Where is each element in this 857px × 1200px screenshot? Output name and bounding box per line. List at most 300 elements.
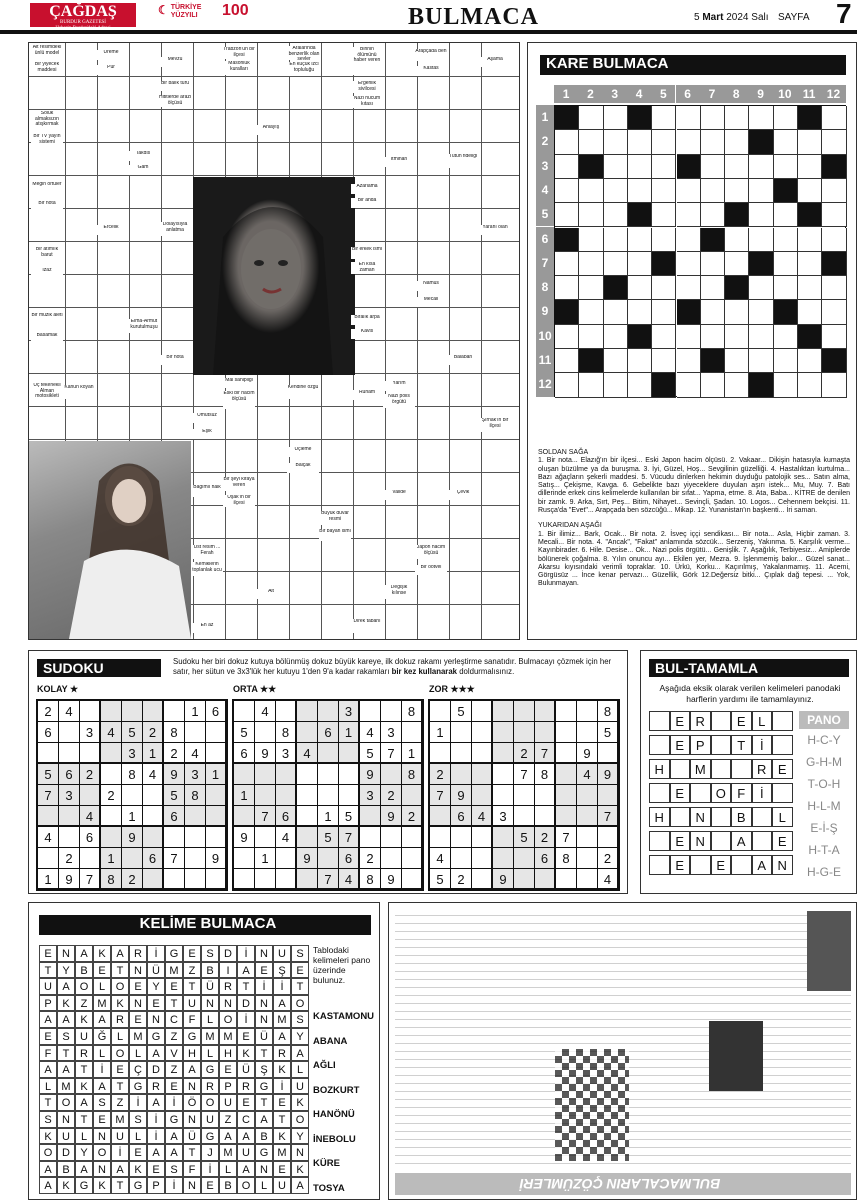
kare-cell bbox=[725, 179, 749, 203]
pano-item: H-L-M bbox=[807, 799, 841, 813]
kare-cell bbox=[749, 276, 773, 300]
bultamamla-cell bbox=[711, 807, 732, 827]
sudoku-cell bbox=[318, 764, 339, 785]
kare-black-cell bbox=[774, 300, 798, 324]
sudoku-cell bbox=[206, 827, 227, 848]
page-number: 7 bbox=[836, 0, 852, 29]
kelime-cell: N bbox=[255, 1011, 273, 1028]
kare-cell bbox=[555, 155, 579, 179]
kelime-cell: K bbox=[75, 1011, 93, 1028]
kelime-cell: A bbox=[237, 1128, 255, 1145]
crossword-clue: Uşak'ın bir ilçesi bbox=[223, 495, 255, 507]
pano-item: H-T-A bbox=[808, 843, 840, 857]
sudoku-cell: 1 bbox=[430, 722, 451, 743]
yukaridan-clues: 1. Bir ilimiz... Bark, Ocak... Bir nota. 2. İsveç iççi sendikası... Bir nota... Asla, Hiçbir zaman. 3. Mecali... Bir nota. 4. "Ancak", "Fakat" anlamında sözcük... Serzeniş, Yakınma. 5. Karşılık verme... Kayınbirader. 6. Hile. Desise... Ok... Nazi polis örgütü... Genişlik. 7. Aşağılık, Terbiyesiz... Amiplerde bölünerek çoğalma. 8. Yılın onuncu ayı... Ekilen yer, Mezra. 9. İşlenmemiş bakır... Güzel sanat... Akarsu kıyısındaki verimli topraklar. 10. Ürkü, Korku... Kaçırılmış, Yakalanmamış. 11. Acemi, Görgüsüz ... İnce kenar pervazı... Güzellik, Görk 12.Değersiz bitki... Çıplak dağ tepesi. ... Yok, Bulunmayan. bbox=[538, 530, 850, 588]
bultamamla-cell bbox=[670, 807, 691, 827]
sudoku-cell: 8 bbox=[101, 869, 122, 890]
sudoku-cell bbox=[577, 785, 598, 806]
kelime-cell: E bbox=[219, 1061, 237, 1078]
bultamamla-cell: R bbox=[752, 759, 773, 779]
kare-cell bbox=[628, 228, 652, 252]
sudoku-cell: 7 bbox=[430, 785, 451, 806]
sudoku-cell: 6 bbox=[535, 848, 556, 869]
kelime-cell: O bbox=[291, 995, 309, 1012]
kelime-cell: T bbox=[57, 1045, 75, 1062]
sudoku-cell bbox=[514, 701, 535, 722]
kelime-cell: A bbox=[111, 945, 129, 962]
kare-black-cell bbox=[555, 228, 579, 252]
kelime-cell: L bbox=[201, 1045, 219, 1062]
kelime-cell: S bbox=[129, 1111, 147, 1128]
sudoku-cell: 7 bbox=[598, 806, 619, 827]
sudoku-cell: 8 bbox=[122, 764, 143, 785]
kare-cell bbox=[774, 349, 798, 373]
kelime-cell: U bbox=[273, 1177, 291, 1194]
crossword-clue: Basamak bbox=[31, 333, 63, 343]
kelime-cell: T bbox=[255, 1045, 273, 1062]
sudoku-cell: 4 bbox=[276, 827, 297, 848]
kare-cell bbox=[652, 228, 676, 252]
kelime-cell: L bbox=[93, 978, 111, 995]
sudoku-cell bbox=[577, 848, 598, 869]
bultamamla-cell: E bbox=[670, 783, 691, 803]
kare-cell bbox=[774, 325, 798, 349]
kelime-cell: A bbox=[291, 1177, 309, 1194]
kelime-cell: E bbox=[147, 995, 165, 1012]
kare-cell bbox=[677, 106, 701, 130]
kelime-cell: O bbox=[111, 1045, 129, 1062]
bultamamla-cell: P bbox=[690, 735, 711, 755]
kare-row-header: 4 bbox=[536, 178, 554, 202]
pano-item: H-C-Y bbox=[807, 733, 841, 747]
bultamamla-cell: H bbox=[649, 807, 670, 827]
kare-row-header: 9 bbox=[536, 299, 554, 323]
kare-black-cell bbox=[749, 373, 773, 397]
kare-black-cell bbox=[749, 252, 773, 276]
kelime-cell: A bbox=[39, 1161, 57, 1178]
sudoku-cell: 4 bbox=[430, 848, 451, 869]
kare-cell bbox=[652, 300, 676, 324]
kare-cell bbox=[774, 252, 798, 276]
kelime-title: KELİME BULMACA bbox=[39, 915, 371, 935]
crossword-clue: Direk tabanı bbox=[351, 619, 383, 633]
sudoku-cell: 1 bbox=[255, 848, 276, 869]
kelime-cell: T bbox=[255, 1094, 273, 1111]
sudoku-cell: 4 bbox=[143, 764, 164, 785]
bultamamla-cell: R bbox=[690, 711, 711, 731]
kelime-cell: L bbox=[129, 1045, 147, 1062]
kare-cell bbox=[652, 276, 676, 300]
kare-cell bbox=[798, 130, 822, 154]
crossword-clue: Bir ootvel bbox=[415, 565, 447, 575]
bultamamla-cell bbox=[649, 855, 670, 875]
anniversary-logo: 100 bbox=[222, 2, 249, 19]
kelime-cell: L bbox=[111, 1028, 129, 1045]
page-title: BULMACA bbox=[408, 4, 539, 30]
pano-item: H-G-E bbox=[807, 865, 841, 879]
kare-cell bbox=[555, 203, 579, 227]
kare-board bbox=[554, 105, 846, 397]
kare-col-header: 12 bbox=[821, 85, 845, 103]
kare-cell bbox=[701, 325, 725, 349]
sudoku-cell: 1 bbox=[38, 869, 59, 890]
sudoku-cell bbox=[101, 701, 122, 722]
bultamamla-cell bbox=[649, 711, 670, 731]
kelime-cell: A bbox=[39, 1061, 57, 1078]
sudoku-cell bbox=[556, 806, 577, 827]
kelime-cell: F bbox=[39, 1045, 57, 1062]
sudoku-level-easy: KOLAY ★ bbox=[37, 684, 79, 694]
bultamamla-cell bbox=[772, 711, 793, 731]
kelime-cell: G bbox=[165, 1111, 183, 1128]
kare-cell bbox=[701, 155, 725, 179]
sudoku-cell: 8 bbox=[402, 701, 423, 722]
sudoku-cell: 5 bbox=[514, 827, 535, 848]
sudoku-cell bbox=[164, 869, 185, 890]
sudoku-cell: 4 bbox=[598, 869, 619, 890]
kare-cell bbox=[701, 203, 725, 227]
date-year: 2024 Salı bbox=[726, 12, 769, 23]
sudoku-cell: 9 bbox=[164, 764, 185, 785]
sudoku-cell bbox=[472, 827, 493, 848]
crossword-clue: Namus bbox=[415, 281, 447, 291]
kare-row-header: 6 bbox=[536, 227, 554, 251]
kare-cell bbox=[579, 325, 603, 349]
kelime-cell: O bbox=[237, 1177, 255, 1194]
kelime-cell: A bbox=[291, 1045, 309, 1062]
sudoku-cell: 1 bbox=[185, 701, 206, 722]
kelime-cell: I bbox=[219, 962, 237, 979]
sudoku-cell bbox=[318, 743, 339, 764]
kare-black-cell bbox=[628, 106, 652, 130]
sudoku-cell: 7 bbox=[339, 827, 360, 848]
kare-row-header: 2 bbox=[536, 129, 554, 153]
kare-cell bbox=[604, 106, 628, 130]
kelime-cell: Y bbox=[75, 1144, 93, 1161]
kare-cell bbox=[749, 349, 773, 373]
sudoku-cell bbox=[318, 701, 339, 722]
kelime-cell: İ bbox=[165, 1177, 183, 1194]
crossword-clue: En küçük izci topluluğu bbox=[287, 62, 321, 76]
crossword-clue: Bir yiyecek maddesi bbox=[31, 62, 63, 76]
crossword-clue: Japon hacim ölçüsü bbox=[415, 545, 447, 559]
kelime-cell: P bbox=[39, 995, 57, 1012]
solutions-panel bbox=[388, 902, 857, 1200]
kelime-cell: E bbox=[129, 978, 147, 995]
kare-cell bbox=[822, 203, 846, 227]
kare-cell bbox=[725, 106, 749, 130]
kelime-cell: R bbox=[129, 945, 147, 962]
sudoku-cell bbox=[402, 869, 423, 890]
bultamamla-cell: A bbox=[731, 831, 752, 851]
sudoku-cell: 6 bbox=[318, 722, 339, 743]
sudoku-cell bbox=[360, 806, 381, 827]
kare-cell bbox=[701, 300, 725, 324]
kare-cell bbox=[677, 276, 701, 300]
kelime-cell: A bbox=[93, 1011, 111, 1028]
kare-cell bbox=[798, 300, 822, 324]
bultamamla-cell: E bbox=[670, 831, 691, 851]
sudoku-cell: 9 bbox=[122, 827, 143, 848]
kelime-cell: U bbox=[39, 978, 57, 995]
kare-cell bbox=[822, 106, 846, 130]
kelime-cell: E bbox=[165, 978, 183, 995]
kelime-cell: U bbox=[237, 1144, 255, 1161]
kelime-cell: N bbox=[147, 1011, 165, 1028]
crossword-clue: Kavis bbox=[351, 329, 383, 339]
crossword-clue: Masonluk kuralları bbox=[223, 61, 255, 75]
kare-cell bbox=[579, 300, 603, 324]
kelime-cell: B bbox=[255, 1128, 273, 1145]
kare-black-cell bbox=[725, 276, 749, 300]
sudoku-cell bbox=[535, 806, 556, 827]
kare-cell bbox=[579, 276, 603, 300]
sudoku-cell: 6 bbox=[80, 827, 101, 848]
kelime-cell: E bbox=[237, 1094, 255, 1111]
sudoku-cell: 8 bbox=[535, 764, 556, 785]
sudoku-cell: 7 bbox=[318, 869, 339, 890]
sudoku-cell: 6 bbox=[234, 743, 255, 764]
kelime-cell: M bbox=[165, 962, 183, 979]
kelime-cell: K bbox=[237, 1045, 255, 1062]
kelime-cell: G bbox=[183, 1028, 201, 1045]
crossword-clue: Pür bbox=[95, 65, 127, 75]
crossword-clue: Çevik bbox=[447, 490, 479, 500]
bultamamla-cell bbox=[731, 855, 752, 875]
sudoku-cell: 8 bbox=[402, 764, 423, 785]
sudoku-cell: 1 bbox=[402, 743, 423, 764]
kelime-cell: Z bbox=[219, 1111, 237, 1128]
kelime-cell: C bbox=[237, 1111, 255, 1128]
sudoku-cell bbox=[206, 785, 227, 806]
sudoku-cell: 3 bbox=[339, 701, 360, 722]
sudoku-cell: 7 bbox=[556, 827, 577, 848]
kelime-cell: E bbox=[183, 945, 201, 962]
kare-col-header: 6 bbox=[676, 85, 700, 103]
sudoku-grid-hard bbox=[428, 699, 620, 891]
kelime-cell: S bbox=[201, 945, 219, 962]
sudoku-cell: 9 bbox=[577, 743, 598, 764]
kare-black-cell bbox=[579, 349, 603, 373]
crossword-clue: Üreme bbox=[95, 50, 127, 60]
sudoku-cell bbox=[472, 848, 493, 869]
kelime-cell: T bbox=[75, 1111, 93, 1128]
kelime-cell: T bbox=[111, 962, 129, 979]
kare-cell bbox=[725, 130, 749, 154]
sudoku-cell bbox=[402, 722, 423, 743]
date-month: Mart bbox=[702, 12, 724, 23]
kelime-cell: E bbox=[111, 1061, 129, 1078]
solutions-title-text: BULMACALARIN ÇÖZÜMLERİ bbox=[519, 1176, 721, 1192]
kelime-cell: A bbox=[183, 1061, 201, 1078]
crossword-clue: Arapçada ben bbox=[415, 49, 447, 61]
sudoku-cell bbox=[493, 848, 514, 869]
sudoku-cell: 3 bbox=[122, 743, 143, 764]
bultamamla-cell: L bbox=[752, 711, 773, 731]
sudoku-cell bbox=[101, 827, 122, 848]
grid-hline bbox=[29, 76, 519, 77]
kelime-cell: D bbox=[219, 945, 237, 962]
yukaridan-title: YUKARIDAN AŞAĞI bbox=[538, 522, 602, 530]
kelime-cell: A bbox=[273, 1028, 291, 1045]
crossword-clue: Dolayısıyla anlatma bbox=[159, 222, 191, 236]
crossword-clue: Aralarında benzerlik olan şeyler bbox=[288, 46, 320, 60]
portrait-silhouette-icon bbox=[193, 177, 355, 375]
kare-cell bbox=[579, 106, 603, 130]
kelime-cell: Ş bbox=[255, 1061, 273, 1078]
bultamamla-cell bbox=[752, 831, 773, 851]
kare-black-cell bbox=[628, 203, 652, 227]
sudoku-cell: 9 bbox=[255, 743, 276, 764]
kelime-cell: S bbox=[165, 1161, 183, 1178]
bultamamla-intro: Aşağıda eksik olarak verilen kelimeleri panodaki harflerin yardımı ile tamamlayınız. bbox=[659, 683, 841, 704]
logo-tag: Haberin Burdur'daki Adresi bbox=[55, 26, 111, 31]
sudoku-cell bbox=[164, 701, 185, 722]
kare-col-header: 8 bbox=[724, 85, 748, 103]
kare-cell bbox=[555, 252, 579, 276]
grid-vline bbox=[385, 43, 386, 639]
sudoku-cell bbox=[234, 869, 255, 890]
kelime-word: KASTAMONU bbox=[313, 1011, 375, 1022]
crossword-clue: İtminan bbox=[383, 157, 415, 167]
sudoku-cell bbox=[80, 743, 101, 764]
bultamamla-cell: E bbox=[772, 759, 793, 779]
kelime-cell: N bbox=[255, 1161, 273, 1178]
sudoku-cell bbox=[556, 743, 577, 764]
sudoku-cell bbox=[255, 764, 276, 785]
sudoku-cell bbox=[276, 701, 297, 722]
kelime-cell: U bbox=[111, 1128, 129, 1145]
sudoku-cell: 9 bbox=[59, 869, 80, 890]
kelime-cell: D bbox=[237, 995, 255, 1012]
bultamamla-cell: N bbox=[690, 831, 711, 851]
kare-black-cell bbox=[822, 252, 846, 276]
kare-cell bbox=[652, 155, 676, 179]
kelime-cell: N bbox=[129, 962, 147, 979]
kelime-cell: H bbox=[219, 1045, 237, 1062]
grid-hline bbox=[29, 406, 519, 407]
logo-text: ÇAĞDAŞ bbox=[49, 3, 117, 20]
sudoku-cell: 2 bbox=[598, 848, 619, 869]
kare-cell bbox=[555, 179, 579, 203]
sudoku-cell: 5 bbox=[164, 785, 185, 806]
kelime-cell: G bbox=[75, 1177, 93, 1194]
sudoku-cell bbox=[430, 827, 451, 848]
sudoku-cell bbox=[276, 764, 297, 785]
sudoku-cell bbox=[535, 785, 556, 806]
sudoku-cell bbox=[185, 848, 206, 869]
sudoku-cell: 7 bbox=[381, 743, 402, 764]
sudoku-cell: 7 bbox=[514, 764, 535, 785]
kare-black-cell bbox=[822, 155, 846, 179]
crossword-clue: Bir balık türü bbox=[159, 81, 191, 91]
kelime-cell: V bbox=[165, 1045, 183, 1062]
sudoku-cell bbox=[535, 701, 556, 722]
sudoku-level-hard: ZOR ★★★ bbox=[429, 684, 475, 694]
sudoku-cell bbox=[297, 764, 318, 785]
sudoku-cell: 2 bbox=[430, 764, 451, 785]
sudoku-cell: 4 bbox=[255, 701, 276, 722]
sudoku-cell bbox=[360, 701, 381, 722]
sudoku-cell: 9 bbox=[234, 827, 255, 848]
crossword-clue: Kemiklerin toplanlak ucu bbox=[191, 562, 223, 576]
crossword-clue: Valide bbox=[383, 490, 415, 500]
kare-cell bbox=[677, 325, 701, 349]
pano-item: T-O-H bbox=[807, 777, 841, 791]
date-day: 5 bbox=[694, 12, 700, 23]
sudoku-cell: 2 bbox=[402, 806, 423, 827]
kare-black-cell bbox=[774, 179, 798, 203]
kelime-cell: L bbox=[39, 1078, 57, 1095]
kare-cell bbox=[652, 349, 676, 373]
kelime-cell: G bbox=[201, 1128, 219, 1145]
crossword-clue: Bir müzik aleti bbox=[31, 313, 63, 327]
pano-title: PANO bbox=[799, 711, 849, 729]
kelime-cell: A bbox=[165, 1128, 183, 1145]
sudoku-cell bbox=[493, 701, 514, 722]
sudoku-cell bbox=[577, 701, 598, 722]
kare-col-header: 11 bbox=[797, 85, 821, 103]
kelime-cell: E bbox=[93, 1111, 111, 1128]
crossword-clue: Megin örtüler bbox=[31, 182, 63, 196]
crossword-clue: Bir bayan ismi bbox=[319, 529, 351, 541]
kare-cell bbox=[701, 106, 725, 130]
kare-col-header: 2 bbox=[578, 85, 602, 103]
sudoku-cell: 9 bbox=[598, 764, 619, 785]
kelime-cell: J bbox=[201, 1144, 219, 1161]
kelime-cell: E bbox=[93, 962, 111, 979]
crossword-clue: Balçak bbox=[287, 463, 319, 473]
sudoku-cell bbox=[185, 722, 206, 743]
sudoku-cell: 2 bbox=[143, 722, 164, 743]
bultamamla-cell: A bbox=[752, 855, 773, 875]
sudoku-cell bbox=[297, 722, 318, 743]
kelime-cell: İ bbox=[273, 978, 291, 995]
kelime-cell: K bbox=[93, 1177, 111, 1194]
kare-row-header: 7 bbox=[536, 251, 554, 275]
sudoku-cell bbox=[122, 701, 143, 722]
sudoku-cell: 1 bbox=[143, 743, 164, 764]
sudoku-cell bbox=[430, 701, 451, 722]
sudoku-cell: 5 bbox=[598, 722, 619, 743]
sudoku-cell bbox=[577, 869, 598, 890]
kelime-cell: D bbox=[57, 1144, 75, 1161]
sudoku-cell bbox=[556, 722, 577, 743]
kelime-cell: C bbox=[165, 1011, 183, 1028]
kelime-cell: R bbox=[201, 1078, 219, 1095]
kare-cell bbox=[652, 106, 676, 130]
crossword-clue: Mevzu bbox=[159, 57, 191, 67]
kelime-cell: T bbox=[237, 978, 255, 995]
kelime-cell: E bbox=[201, 1177, 219, 1194]
kelime-cell: N bbox=[255, 945, 273, 962]
kare-col-header: 4 bbox=[627, 85, 651, 103]
kare-cell bbox=[725, 349, 749, 373]
kelime-cell: Ğ bbox=[93, 1028, 111, 1045]
date bbox=[694, 12, 769, 23]
sudoku-cell: 3 bbox=[493, 806, 514, 827]
kare-black-cell bbox=[628, 325, 652, 349]
crossword-clue: Bir erkek ismi bbox=[351, 247, 383, 259]
sudoku-cell bbox=[451, 848, 472, 869]
sudoku-cell bbox=[472, 869, 493, 890]
kare-col-header: 9 bbox=[748, 85, 772, 103]
kelime-word: HANÖNÜ bbox=[313, 1109, 355, 1120]
soldan-title: SOLDAN SAĞA bbox=[538, 449, 589, 456]
sudoku-cell bbox=[297, 869, 318, 890]
kelime-cell: B bbox=[219, 1177, 237, 1194]
kelime-cell: R bbox=[75, 1045, 93, 1062]
